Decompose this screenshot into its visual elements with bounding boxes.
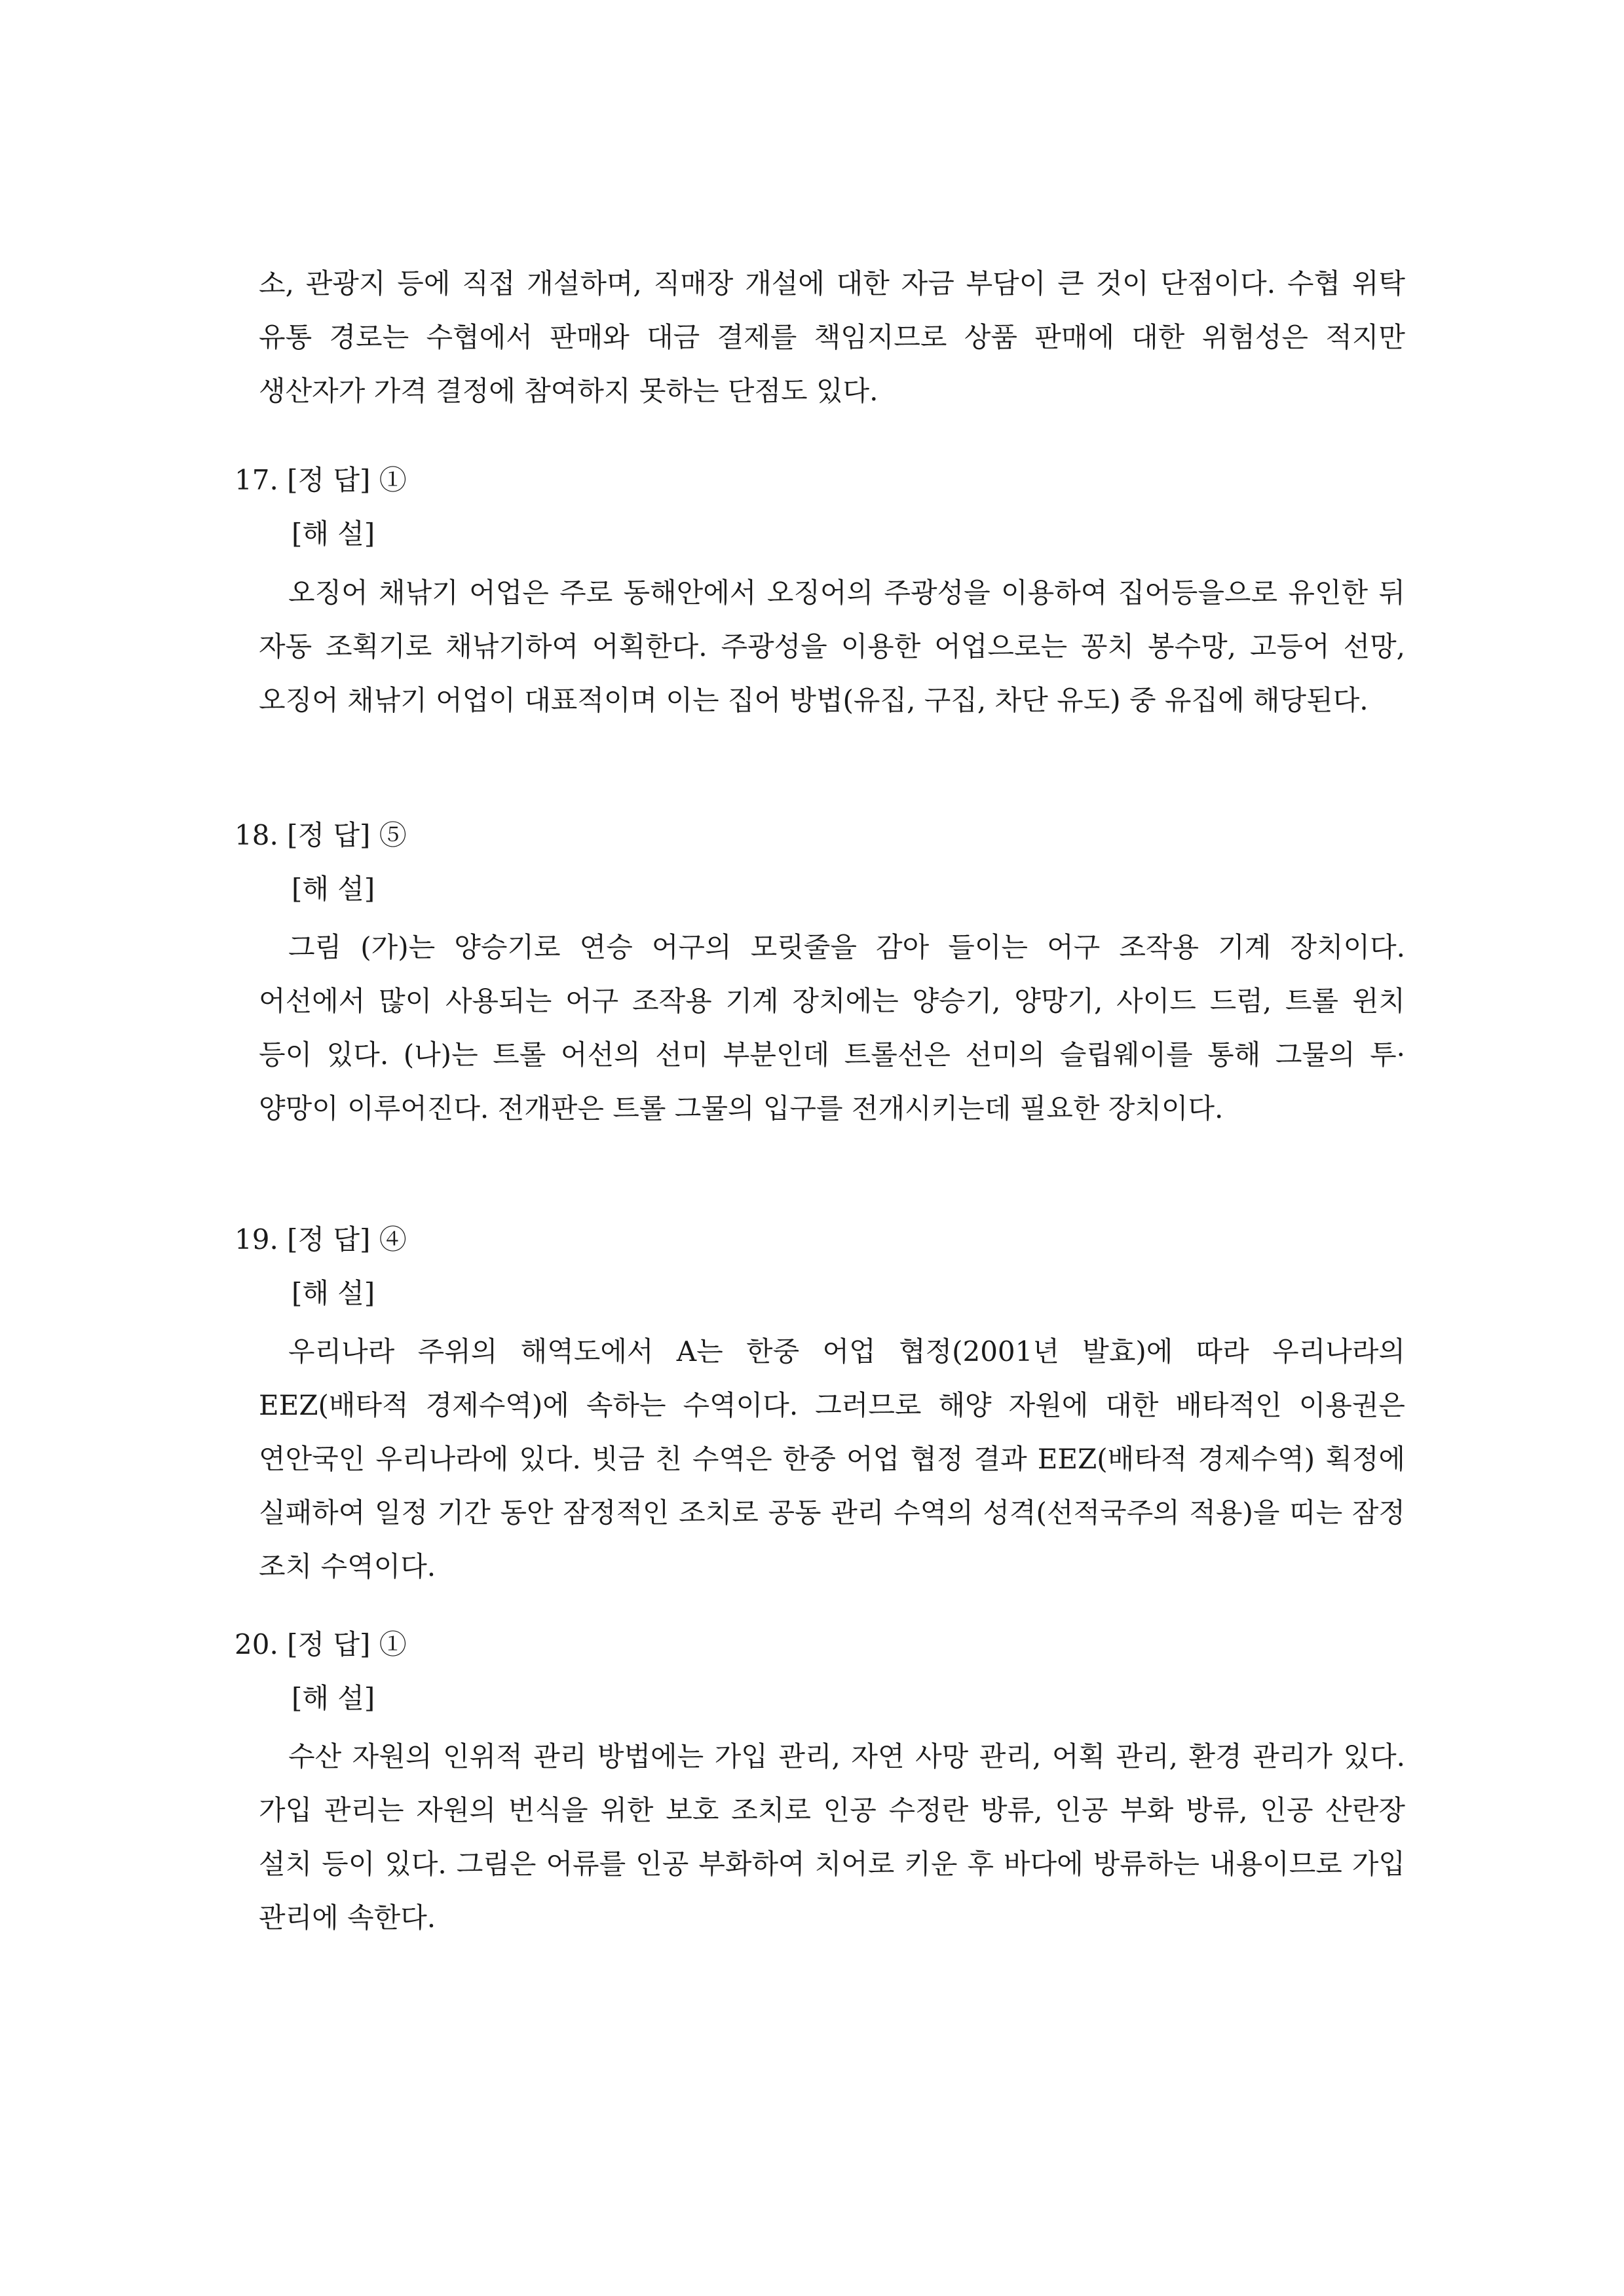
explanation-label-17: [해 설] xyxy=(292,518,375,550)
explanation-label-18: [해 설] xyxy=(292,873,375,905)
explanation-label-19: [해 설] xyxy=(292,1277,375,1309)
intro-paragraph: 소, 관광지 등에 직접 개설하며, 직매장 개설에 대한 자금 부담이 큰 것이 단점이다. 수협 위탁 유통 경로는 수협에서 판매와 대금 결제를 책임지므로 상품 판매에 대한 위험성은 적지만 생산자가 가격 결정에 참여하지 못하는 단점도 있다. xyxy=(259,267,1405,407)
explanation-text-20: 수산 자원의 인위적 관리 방법에는 가입 관리, 자연 사망 관리, 어획 관리, 환경 관리가 있다. 가입 관리는 자원의 번식을 위한 보호 조치로 인공 수정란 방류, 인공 부화 방류, 인공 산란장 설치 등이 있다. 그림은 어류를 인공 부화하여 치어로 키운 후 바다에 방류하는 내용이므로 가입 관리에 속한다. xyxy=(259,1740,1405,1934)
answer-heading-17: 17. [정 답] ① xyxy=(235,464,407,496)
explanation-text-17: 오징어 채낚기 어업은 주로 동해안에서 오징어의 주광성을 이용하여 집어등을으로 유인한 뒤 자동 조획기로 채낚기하여 어획한다. 주광성을 이용한 어업으로는 꽁치 봉수망, 고등어 선망, 오징어 채낚기 어업이 대표적이며 이는 집어 방법(유집, 구집, 차단 유도) 중 유집에 해당된다. xyxy=(259,577,1405,716)
explanation-text-18: 그림 (가)는 양승기로 연승 어구의 모릿줄을 감아 들이는 어구 조작용 기계 장치이다. 어선에서 많이 사용되는 어구 조작용 기계 장치에는 양승기, 양망기, 사이드 드럼, 트롤 윈치 등이 있다. (나)는 트롤 어선의 선미 부분인데 트롤선은 선미의 슬립웨이를 통해 그물의 투·양망이 이루어진다. 전개판은 트롤 그물의 입구를 전개시키는데 필요한 장치이다. xyxy=(259,931,1405,1124)
explanation-label-20: [해 설] xyxy=(292,1682,375,1714)
explanation-text-19: 우리나라 주위의 해역도에서 A는 한중 어업 협정(2001년 발효)에 따라 우리나라의 EEZ(배타적 경제수역)에 속하는 수역이다. 그러므로 해양 자원에 대한 배타적인 이용권은 연안국인 우리나라에 있다. 빗금 친 수역은 한중 어업 협정 결과 EEZ(배타적 경제수역) 획정에 실패하여 일정 기간 동안 잠정적인 조치로 공동 관리 수역의 성격(선적국주의 적용)을 띠는 잠정 조치 수역이다. xyxy=(259,1335,1405,1582)
answer-heading-20: 20. [정 답] ① xyxy=(235,1628,407,1660)
answer-heading-18: 18. [정 답] ⑤ xyxy=(235,819,407,851)
answer-heading-19: 19. [정 답] ④ xyxy=(235,1223,407,1255)
